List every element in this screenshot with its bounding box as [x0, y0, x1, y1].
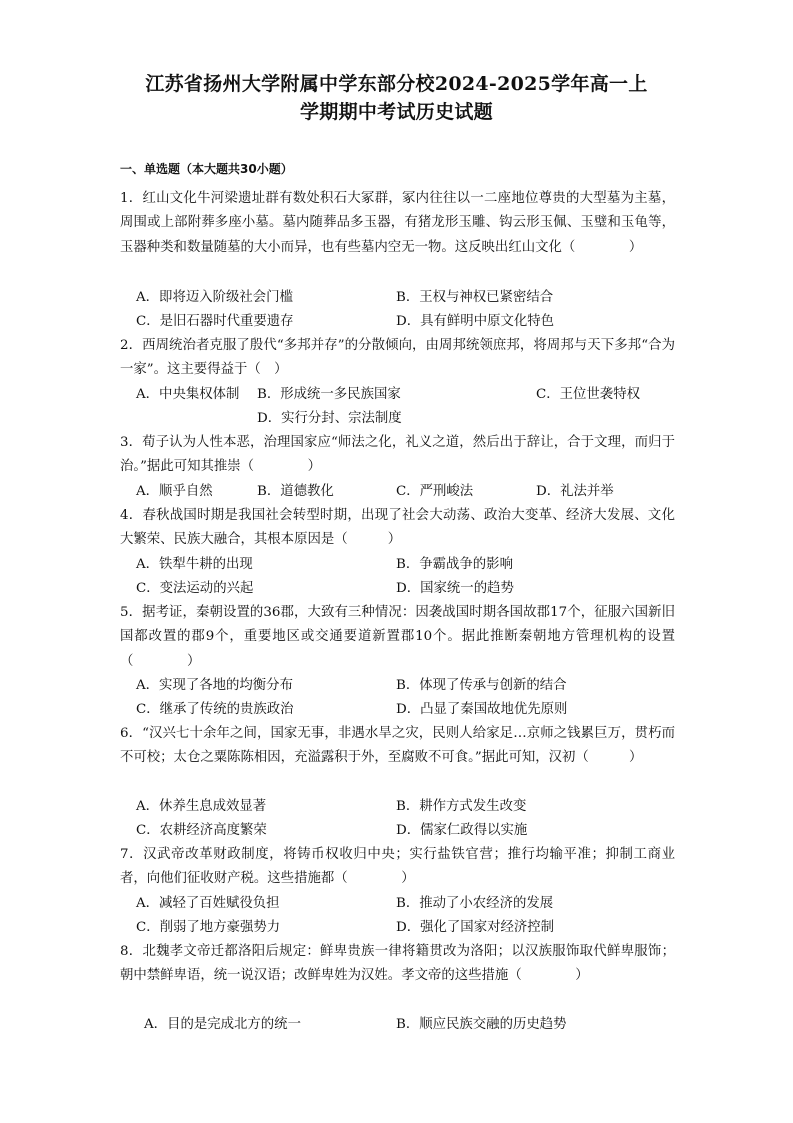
- q7-option-c: C．削弱了地方豪强势力: [136, 920, 281, 935]
- title-line-2: 学期期中考试历史试题: [299, 101, 493, 123]
- document-title: [60, 70, 733, 126]
- q5-option-d: D．凸显了秦国故地优先原则: [396, 702, 568, 717]
- q8-option-a: A．目的是完成北方的统一: [144, 1017, 301, 1032]
- q2-option-a: A．中央集权体制: [136, 387, 240, 402]
- q5-option-b: B．体现了传承与创新的结合: [396, 678, 567, 693]
- question-3-stem: 3．荀子认为人性本恶，治理国家应“师法之化，礼义之道，然后出于辞让，合于文理，而归于治。”据此可知其推崇（ ）: [120, 435, 675, 475]
- q1-option-a: A．即将迈入阶级社会门槛: [136, 290, 293, 305]
- q4-option-d: D．国家统一的趋势: [396, 581, 514, 596]
- q4-option-c: C．变法运动的兴起: [136, 581, 254, 596]
- q2-option-b: B．形成统一多民族国家: [257, 387, 401, 402]
- question-1-stem: 1．红山文化牛河梁遗址群有数处积石大冢群，冢内往往以一二座地位尊贵的大型墓为主墓，周围或上部附葬多座小墓。墓内随葬品多玉器，有猪龙形玉雕、钩云形玉佩、玉璧和玉龟等，玉器种类和数量随墓的大小而异，也有些墓内空无一物。这反映出红山文化（ ）: [120, 191, 675, 255]
- q3-option-a: A．顺乎自然: [136, 484, 213, 499]
- title-line-1: 江苏省扬州大学附属中学东部分校2024-2025学年高一上: [145, 73, 648, 95]
- question-5-stem: 5．据考证，秦朝设置的36郡，大致有三种情况：因袭战国时期各国故郡17个，征服六国新旧国都改置的郡9个，重要地区或交通要道新置郡10个。据此推断秦朝地方管理机构的设置（ ）: [120, 605, 675, 669]
- q3-option-d: D．礼法并举: [536, 484, 614, 499]
- q2-option-d: D．实行分封、宗法制度: [257, 411, 402, 426]
- q3-option-b: B．道德教化: [257, 484, 334, 499]
- q1-option-c: C．是旧石器时代重要遗存: [136, 314, 294, 329]
- question-6-stem: 6．“汉兴七十余年之间，国家无事，非遇水旱之灾，民则人给家足…京师之钱累巨万，贯朽而不可校；太仓之粟陈陈相因，充溢露积于外，至腐败不可食。”据此可知，汉初（ ）: [120, 726, 675, 766]
- q6-option-d: D．儒家仁政得以实施: [396, 823, 528, 838]
- question-7-stem: 7．汉武帝改革财政制度，将铸币权收归中央；实行盐铁官营；推行均输平准；抑制工商业者，向他们征收财产税。这些措施都（ ）: [120, 847, 675, 887]
- q7-option-a: A．减轻了百姓赋役负担: [136, 896, 280, 911]
- q4-option-a: A．铁犁牛耕的出现: [136, 557, 253, 572]
- q1-option-b: B．王权与神权已紧密结合: [396, 290, 554, 305]
- q7-option-d: D．强化了国家对经济控制: [396, 920, 555, 935]
- q4-option-b: B．争霸战争的影响: [396, 557, 513, 572]
- section-heading: 一、单选题（本大题共30小题）: [120, 162, 293, 176]
- q8-option-b: B．顺应民族交融的历史趋势: [396, 1017, 567, 1032]
- question-4-stem: 4．春秋战国时期是我国社会转型时期，出现了社会大动荡、政治大变革、经济大发展、文化大繁荣、民族大融合，其根本原因是（ ）: [120, 508, 675, 548]
- q6-option-c: C．农耕经济高度繁荣: [136, 823, 267, 838]
- question-8-stem: 8．北魏孝文帝迁都洛阳后规定：鲜卑贵族一律将籍贯改为洛阳；以汉族服饰取代鲜卑服饰；朝中禁鲜卑语，统一说汉语；改鲜卑姓为汉姓。孝文帝的这些措施（ ）: [120, 944, 675, 984]
- q1-option-d: D．具有鲜明中原文化特色: [396, 314, 555, 329]
- q3-option-c: C．严刑峻法: [396, 484, 474, 499]
- q7-option-b: B．推动了小农经济的发展: [396, 896, 554, 911]
- q2-option-c: C．王位世袭特权: [536, 387, 640, 402]
- q6-option-a: A．休养生息成效显著: [136, 799, 267, 814]
- q5-option-c: C．继承了传统的贵族政治: [136, 702, 294, 717]
- question-2-stem: 2．西周统治者克服了殷代“多邦并存”的分散倾向，由周邦统领庶邦，将周邦与天下多邦“合为一家”。这主要得益于（ ）: [120, 338, 675, 378]
- q5-option-a: A．实现了各地的均衡分布: [136, 678, 293, 693]
- q6-option-b: B．耕作方式发生改变: [396, 799, 527, 814]
